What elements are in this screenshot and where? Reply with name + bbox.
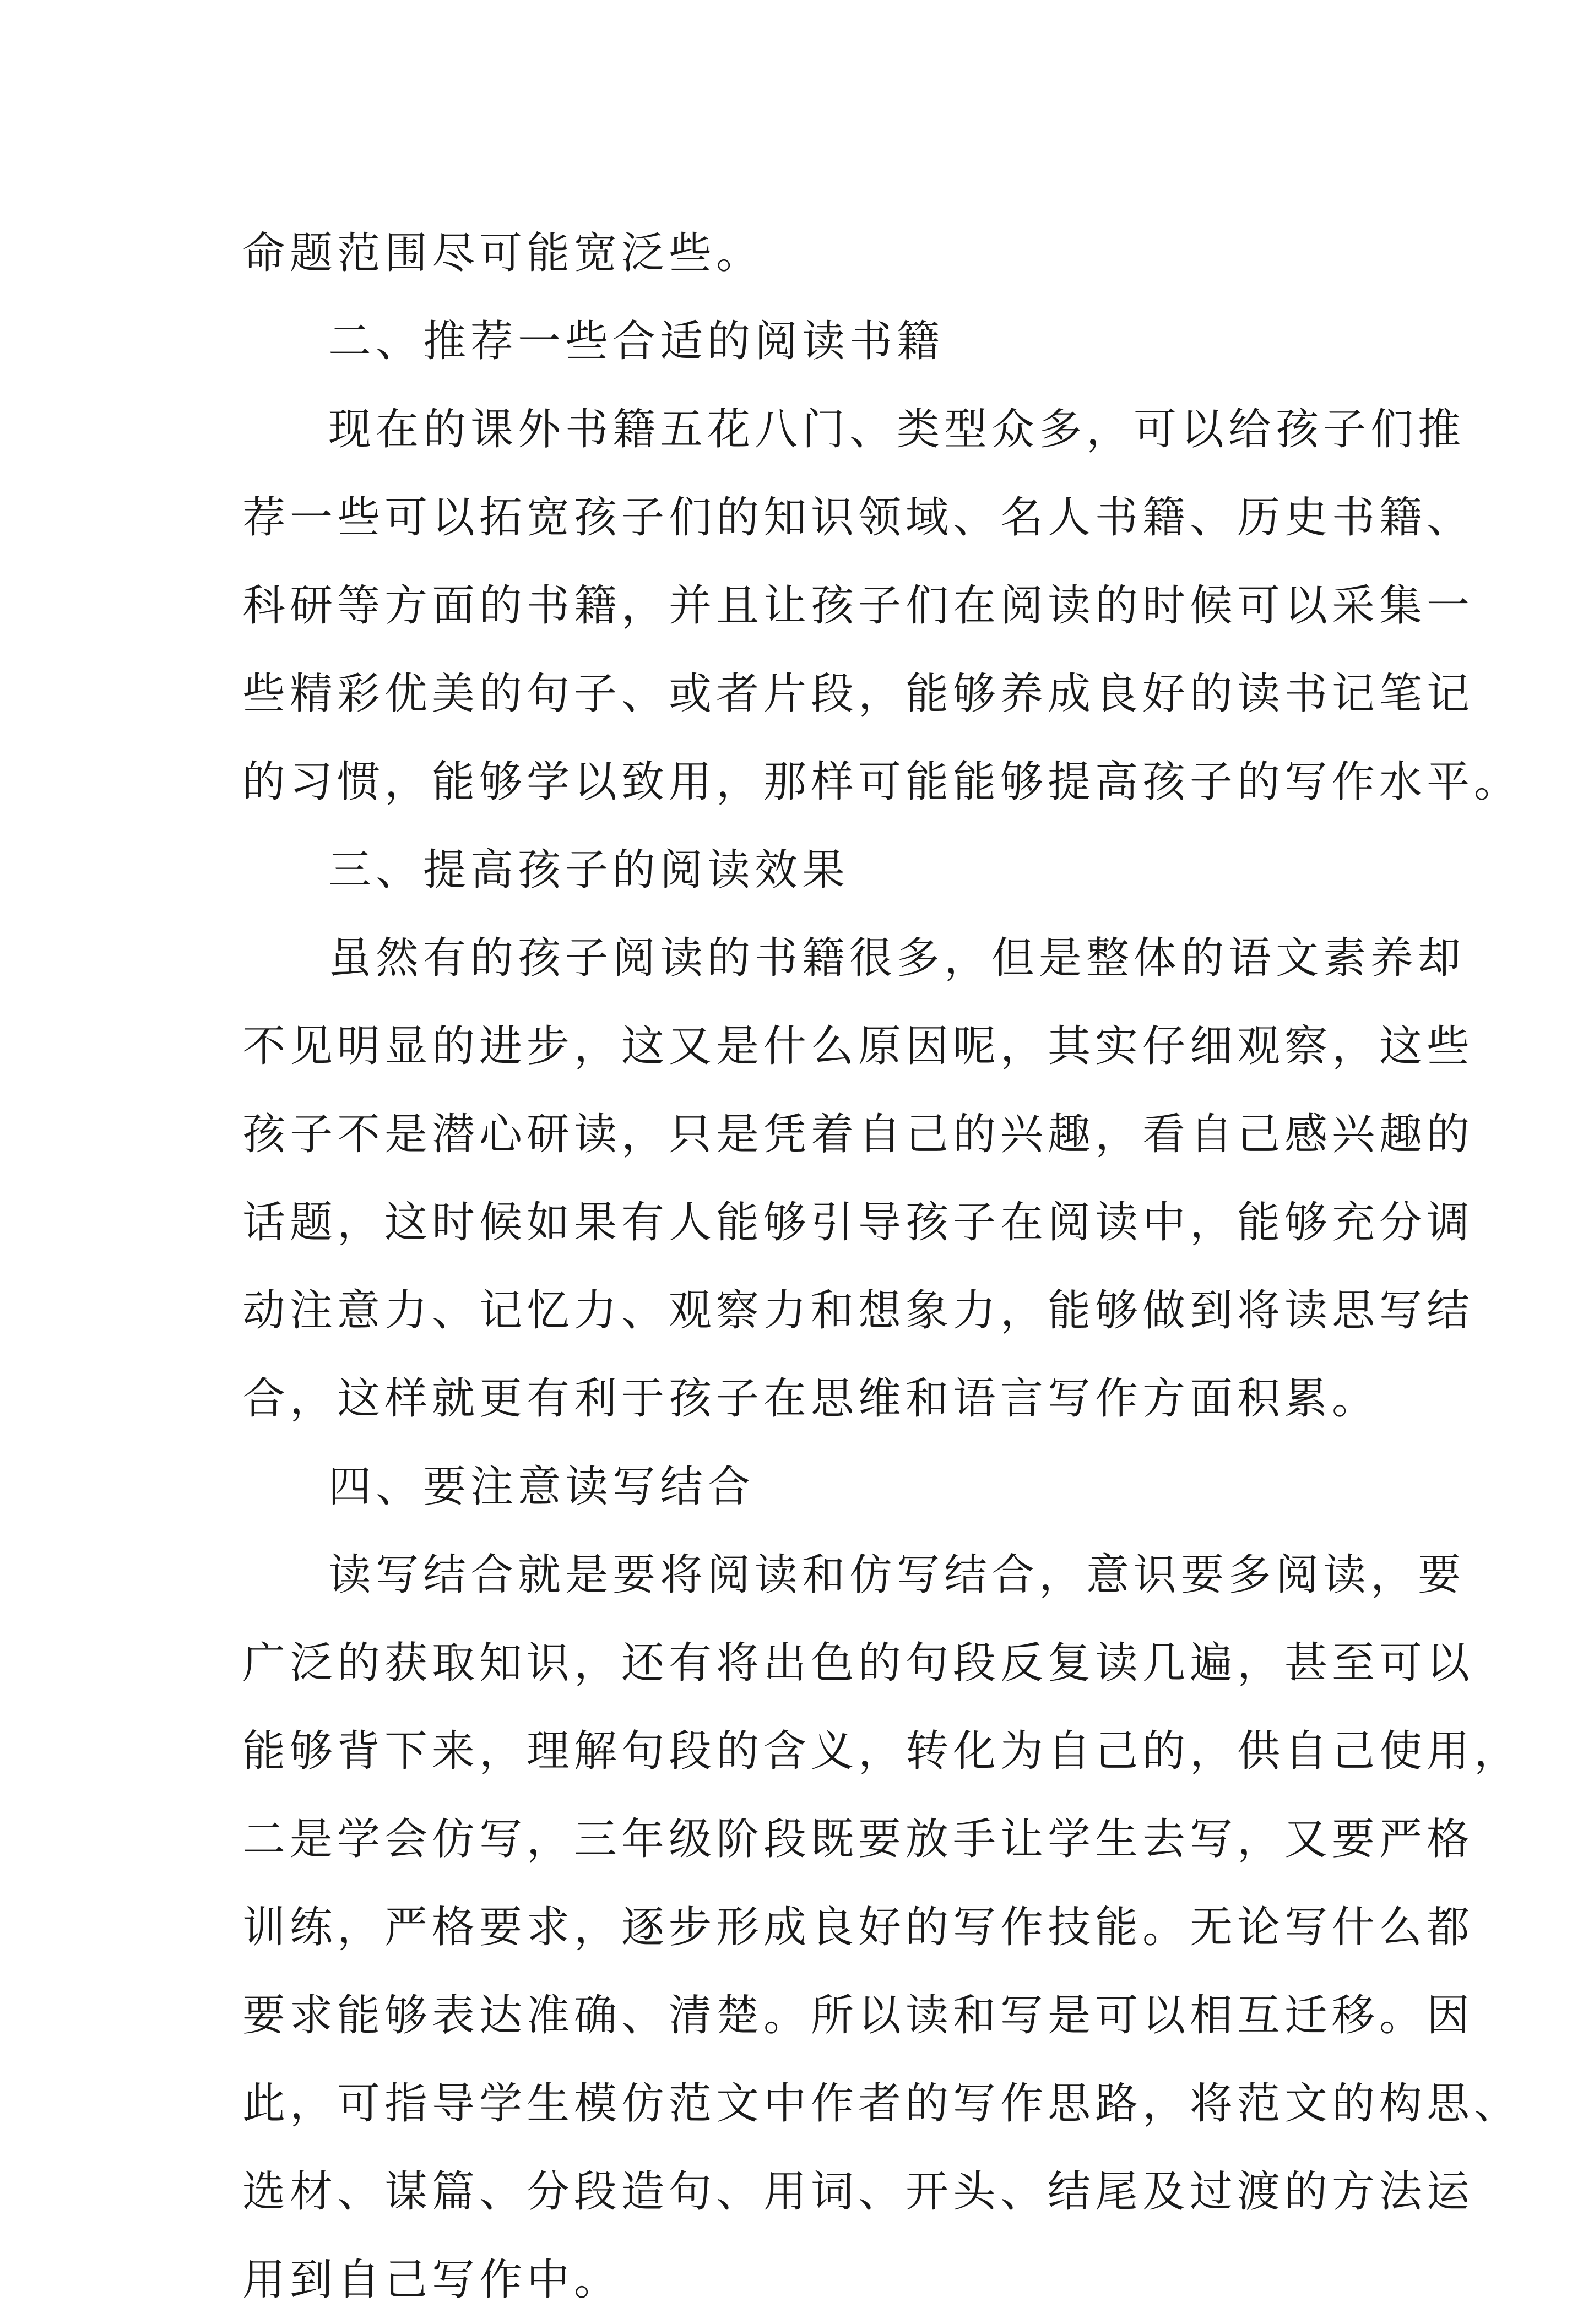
text-line: 用到自己写作中。	[242, 2255, 622, 2305]
text-line: 能够背下来，理解句段的含义，转化为自己的，供自己使用，	[242, 1726, 1522, 1776]
text-line: 不见明显的进步，这又是什么原因呢，其实仔细观察，这些	[242, 1022, 1474, 1071]
section-heading-4: 四、要注意读写结合	[328, 1462, 755, 1512]
section-heading-2: 二、推荐一些合适的阅读书籍	[328, 317, 945, 366]
text-line: 现在的课外书籍五花八门、类型众多，可以给孩子们推	[328, 405, 1466, 454]
text-line: 荐一些可以拓宽孩子们的知识领域、名人书籍、历史书籍、	[242, 493, 1474, 542]
text-line: 此，可指导学生模仿范文中作者的写作思路，将范文的构思、	[242, 2079, 1522, 2128]
text-line: 读写结合就是要将阅读和仿写结合，意识要多阅读，要	[328, 1550, 1466, 1600]
section-heading-3: 三、提高孩子的阅读效果	[328, 845, 850, 895]
text-line: 广泛的获取知识，还有将出色的句段反复读几遍，甚至可以	[242, 1638, 1474, 1688]
text-line: 选材、谋篇、分段造句、用词、开头、结尾及过渡的方法运	[242, 2167, 1474, 2217]
text-line: 虽然有的孩子阅读的书籍很多，但是整体的语文素养却	[328, 933, 1466, 983]
text-line: 孩子不是潜心研读，只是凭着自己的兴趣，看自己感兴趣的	[242, 1110, 1474, 1159]
text-line: 的习惯，能够学以致用，那样可能能够提高孩子的写作水平。	[242, 757, 1522, 807]
text-line: 要求能够表达准确、清楚。所以读和写是可以相互迁移。因	[242, 1991, 1474, 2040]
text-line: 些精彩优美的句子、或者片段，能够养成良好的读书记笔记	[242, 669, 1474, 719]
text-line: 合，这样就更有利于孩子在思维和语言写作方面积累。	[242, 1374, 1380, 1424]
text-line: 话题，这时候如果有人能够引导孩子在阅读中，能够充分调	[242, 1198, 1474, 1247]
text-line: 动注意力、记忆力、观察力和想象力，能够做到将读思写结	[242, 1286, 1474, 1335]
text-line: 科研等方面的书籍，并且让孩子们在阅读的时候可以采集一	[242, 581, 1474, 631]
text-line: 二是学会仿写，三年级阶段既要放手让学生去写，又要严格	[242, 1815, 1474, 1864]
text-line: 命题范围尽可能宽泛些。	[242, 229, 764, 278]
document-body	[242, 209, 1522, 2324]
text-line: 训练，严格要求，逐步形成良好的写作技能。无论写什么都	[242, 1903, 1474, 1952]
